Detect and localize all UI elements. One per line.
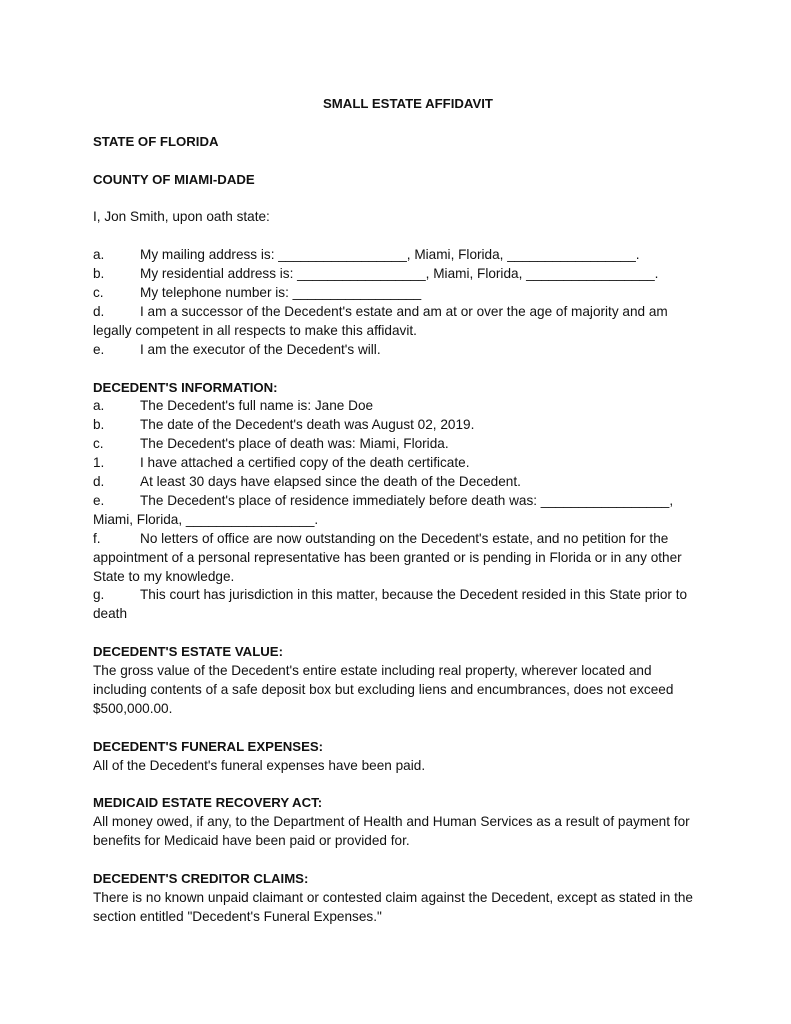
list-item xyxy=(93,530,703,587)
item-text: This court has jurisdiction in this matter, because the Decedent resided in this State prior to death xyxy=(93,587,688,622)
list-item xyxy=(93,284,703,303)
funeral-expenses-heading: DECEDENT'S FUNERAL EXPENSES: xyxy=(93,738,324,754)
item-label: 1. xyxy=(93,455,105,471)
item-label: e. xyxy=(93,341,105,357)
state-heading: STATE OF FLORIDA xyxy=(93,133,219,149)
list-item xyxy=(93,454,703,473)
list-item xyxy=(93,341,703,360)
item-label: b. xyxy=(93,266,105,282)
item-text: My residential address is: _________________, Miami, Florida, _________________. xyxy=(140,266,659,282)
creditor-claims-heading: DECEDENT'S CREDITOR CLAIMS: xyxy=(93,871,309,887)
item-text: The Decedent's place of residence immediately before death was: _________________, Miami, Florida, _________________. xyxy=(93,492,674,527)
item-label: a. xyxy=(93,247,105,263)
list-item xyxy=(93,265,703,284)
item-text: My telephone number is: _________________ xyxy=(140,285,422,300)
list-item xyxy=(93,586,703,624)
item-text: I am the executor of the Decedent's will. xyxy=(140,341,381,357)
list-item xyxy=(93,303,703,341)
item-text: At least 30 days have elapsed since the death of the Decedent. xyxy=(140,474,521,490)
item-text: My mailing address is: _________________, Miami, Florida, _________________. xyxy=(140,247,640,263)
item-text: I have attached a certified copy of the death certificate. xyxy=(140,455,470,471)
item-text: The Decedent's place of death was: Miami, Florida. xyxy=(140,436,449,452)
medicaid-text: All money owed, if any, to the Department of Health and Human Services as a result of payment for benefits for Medicaid have been paid or provided for. xyxy=(93,814,690,849)
item-label: c. xyxy=(93,436,104,452)
decedent-info-heading: DECEDENT'S INFORMATION: xyxy=(93,379,278,395)
document-title: SMALL ESTATE AFFIDAVIT xyxy=(323,96,493,111)
item-label: f. xyxy=(93,530,101,546)
list-item xyxy=(93,246,703,265)
county-heading: COUNTY OF MIAMI-DADE xyxy=(93,171,255,187)
item-label: c. xyxy=(93,285,104,300)
list-item xyxy=(93,397,703,416)
medicaid-heading: MEDICAID ESTATE RECOVERY ACT: xyxy=(93,795,323,811)
decedent-info-list xyxy=(93,397,703,624)
item-label: b. xyxy=(93,417,105,433)
affiant-list xyxy=(93,246,703,359)
estate-value-heading: DECEDENT'S ESTATE VALUE: xyxy=(93,644,283,660)
creditor-claims-text: There is no known unpaid claimant or contested claim against the Decedent, except as stated in the section entitled "Decedent's Funeral Expenses." xyxy=(93,889,693,924)
item-text: The Decedent's full name is: Jane Doe xyxy=(140,398,374,414)
item-label: d. xyxy=(93,303,105,319)
item-text: No letters of office are now outstanding on the Decedent's estate, and no petition for the appointment of a personal representative has been granted or is pending in Florida or in any other State to my knowledge. xyxy=(93,530,682,584)
item-label: e. xyxy=(93,492,105,508)
item-label: a. xyxy=(93,398,105,414)
funeral-expenses-text: All of the Decedent's funeral expenses have been paid. xyxy=(93,757,426,773)
list-item xyxy=(93,492,703,530)
list-item xyxy=(93,416,703,435)
item-label: g. xyxy=(93,587,105,603)
list-item xyxy=(93,473,703,492)
item-text: The date of the Decedent's death was August 02, 2019. xyxy=(140,417,475,433)
list-item xyxy=(93,435,703,454)
item-text: I am a successor of the Decedent's estate and am at or over the age of majority and am legally competent in all respects to make this affidavit. xyxy=(93,303,668,338)
item-label: d. xyxy=(93,474,105,490)
estate-value-text: The gross value of the Decedent's entire estate including real property, wherever located and including contents of a safe deposit box but excluding liens and encumbrances, does not exceed $500,000.00. xyxy=(93,663,674,716)
intro-statement: I, Jon Smith, upon oath state: xyxy=(93,209,270,225)
document-page xyxy=(93,95,703,927)
